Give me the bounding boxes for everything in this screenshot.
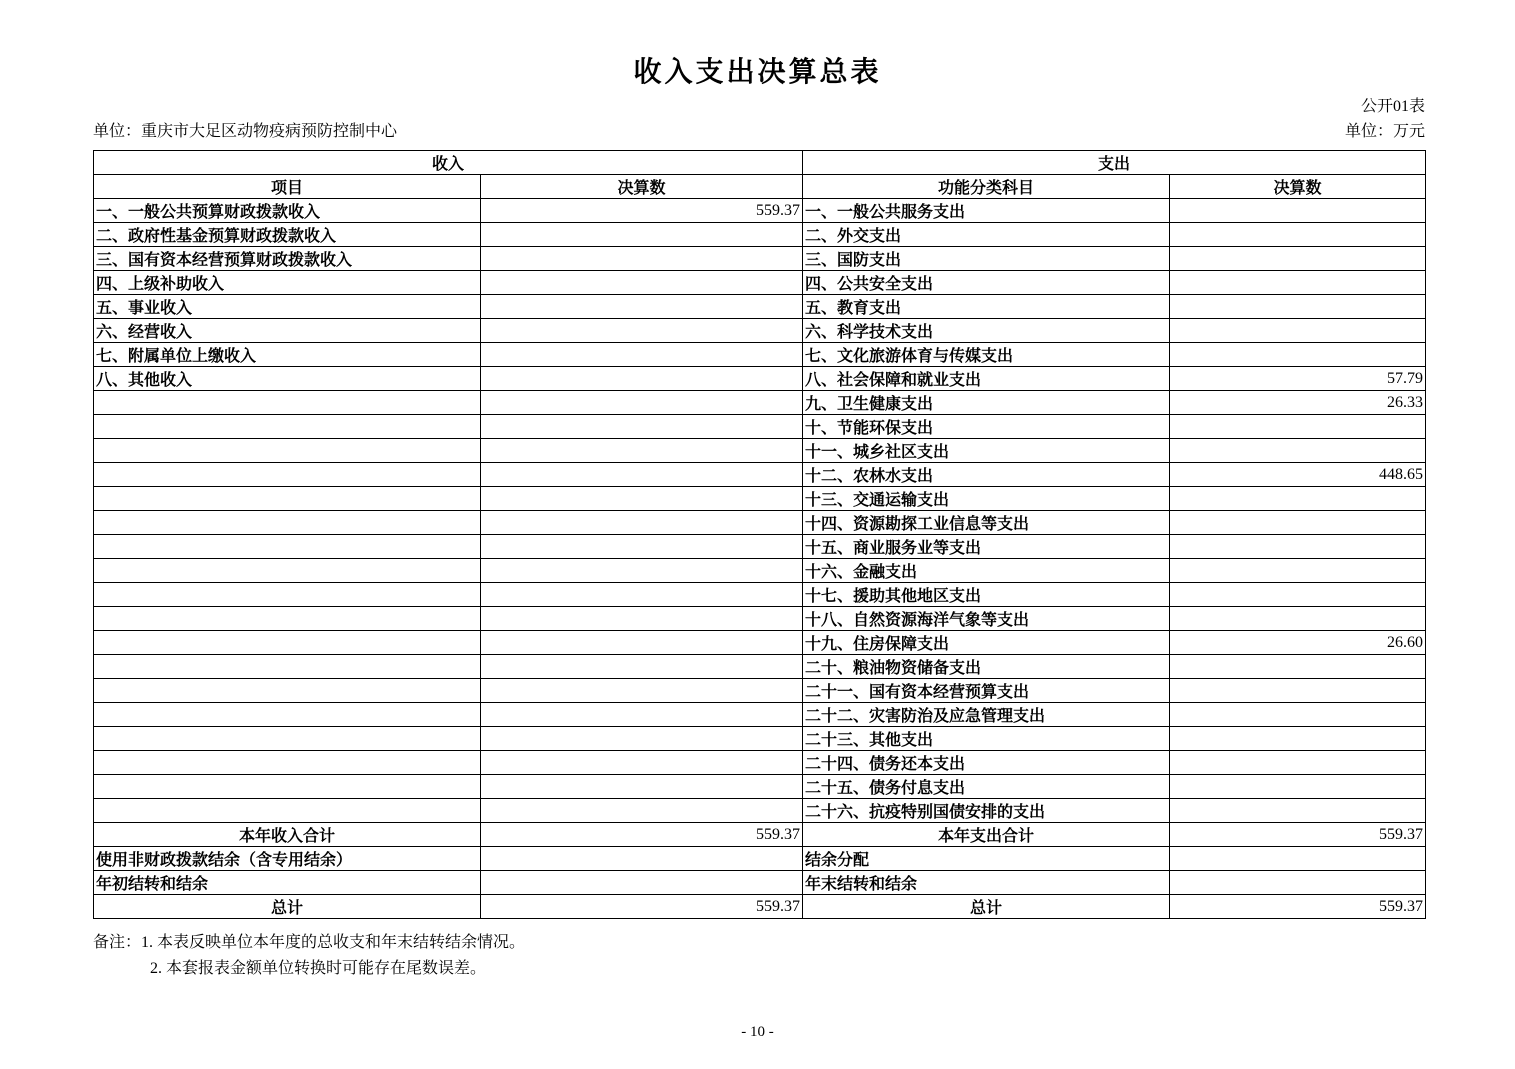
income-amount-cell — [481, 535, 803, 559]
expense-amount-cell — [1170, 607, 1426, 631]
table-row — [94, 631, 1426, 655]
table-row — [94, 775, 1426, 799]
expense-amount-cell: 26.60 — [1170, 631, 1426, 655]
accounts-table — [93, 150, 1426, 919]
page-number: - 10 - — [741, 1024, 774, 1040]
column-header-row — [94, 175, 1426, 199]
income-amount-cell — [481, 799, 803, 823]
expense-amount-cell — [1170, 727, 1426, 751]
income-item-cell — [94, 535, 481, 559]
note-line-2: 2. 本套报表金额单位转换时可能存在尾数误差。 — [150, 960, 487, 977]
expense-item-cell: 二十、粮油物资储备支出 — [803, 655, 1170, 679]
expense-amount-cell — [1170, 559, 1426, 583]
expense-amount-cell — [1170, 199, 1426, 223]
income-item-cell: 三、国有资本经营预算财政拨款收入 — [94, 247, 481, 271]
income-item-cell — [94, 439, 481, 463]
income-amount-cell: 559.37 — [481, 823, 803, 847]
table-row — [94, 727, 1426, 751]
income-item-cell — [94, 511, 481, 535]
income-amount-cell — [481, 775, 803, 799]
income-item-cell — [94, 727, 481, 751]
expense-item-cell: 一、一般公共服务支出 — [803, 199, 1170, 223]
expense-amount-cell: 26.33 — [1170, 391, 1426, 415]
table-row — [94, 751, 1426, 775]
expense-item-cell: 十四、资源勘探工业信息等支出 — [803, 511, 1170, 535]
income-item-cell: 使用非财政拨款结余（含专用结余） — [94, 847, 481, 871]
income-amount-cell — [481, 487, 803, 511]
income-item-cell: 本年收入合计 — [94, 823, 481, 847]
income-item-cell: 二、政府性基金预算财政拨款收入 — [94, 223, 481, 247]
income-item-cell: 七、附属单位上缴收入 — [94, 343, 481, 367]
income-item-cell — [94, 679, 481, 703]
table-row — [94, 415, 1426, 439]
expense-amount-cell — [1170, 535, 1426, 559]
income-amount-cell — [481, 319, 803, 343]
expense-item-cell: 五、教育支出 — [803, 295, 1170, 319]
expense-amount-cell — [1170, 319, 1426, 343]
income-item-cell: 四、上级补助收入 — [94, 271, 481, 295]
expense-item-cell: 结余分配 — [803, 847, 1170, 871]
expense-amount-cell — [1170, 487, 1426, 511]
income-amount-cell — [481, 295, 803, 319]
table-row — [94, 295, 1426, 319]
expense-item-cell: 十、节能环保支出 — [803, 415, 1170, 439]
income-amount-cell — [481, 271, 803, 295]
income-amount-cell — [481, 871, 803, 895]
expense-item-cell: 本年支出合计 — [803, 823, 1170, 847]
table-row — [94, 511, 1426, 535]
summary-row — [94, 871, 1426, 895]
income-item-cell — [94, 583, 481, 607]
income-amount-cell — [481, 511, 803, 535]
expense-amount-cell: 57.79 — [1170, 367, 1426, 391]
expense-item-cell: 十二、农林水支出 — [803, 463, 1170, 487]
expense-amount-cell: 559.37 — [1170, 823, 1426, 847]
income-amount-cell — [481, 631, 803, 655]
expense-item-cell: 七、文化旅游体育与传媒支出 — [803, 343, 1170, 367]
expense-item-cell: 二十六、抗疫特别国债安排的支出 — [803, 799, 1170, 823]
table-row — [94, 535, 1426, 559]
expense-item-cell: 二十一、国有资本经营预算支出 — [803, 679, 1170, 703]
expense-amount-cell — [1170, 679, 1426, 703]
income-group-header: 收入 — [94, 151, 803, 175]
expense-amount-cell — [1170, 583, 1426, 607]
summary-row — [94, 895, 1426, 919]
table-row — [94, 439, 1426, 463]
income-amount-cell — [481, 439, 803, 463]
table-row — [94, 655, 1426, 679]
page-title: 收入支出决算总表 — [633, 56, 882, 87]
expense-item-cell: 年末结转和结余 — [803, 871, 1170, 895]
expense-item-cell: 八、社会保障和就业支出 — [803, 367, 1170, 391]
expense-amount-cell — [1170, 511, 1426, 535]
income-amount-cell — [481, 583, 803, 607]
income-amount-cell — [481, 607, 803, 631]
table-row — [94, 583, 1426, 607]
income-item-cell — [94, 631, 481, 655]
income-amount-cell — [481, 655, 803, 679]
expense-amount-cell — [1170, 871, 1426, 895]
expense-amount-cell — [1170, 775, 1426, 799]
income-item-cell: 总计 — [94, 895, 481, 919]
income-item-cell — [94, 487, 481, 511]
summary-row — [94, 823, 1426, 847]
income-item-cell — [94, 703, 481, 727]
income-item-cell — [94, 775, 481, 799]
note-text-1: 1. 本表反映单位本年度的总收支和年末结转结余情况。 — [141, 934, 526, 951]
expense-item-cell: 十一、城乡社区支出 — [803, 439, 1170, 463]
table-row — [94, 463, 1426, 487]
table-body — [94, 199, 1426, 919]
table-row — [94, 223, 1426, 247]
income-amount-cell: 559.37 — [481, 199, 803, 223]
expense-amount-cell — [1170, 751, 1426, 775]
expense-amount-cell — [1170, 655, 1426, 679]
income-item-cell: 一、一般公共预算财政拨款收入 — [94, 199, 481, 223]
income-amount-cell — [481, 751, 803, 775]
expense-amount-cell: 559.37 — [1170, 895, 1426, 919]
income-item-cell: 八、其他收入 — [94, 367, 481, 391]
expense-item-cell: 总计 — [803, 895, 1170, 919]
income-item-cell: 五、事业收入 — [94, 295, 481, 319]
table-row — [94, 559, 1426, 583]
income-item-cell — [94, 559, 481, 583]
income-item-cell: 年初结转和结余 — [94, 871, 481, 895]
expense-amount-cell: 448.65 — [1170, 463, 1426, 487]
expense-item-header: 功能分类科目 — [803, 175, 1170, 199]
expense-amount-cell — [1170, 343, 1426, 367]
expense-item-cell: 二十五、债务付息支出 — [803, 775, 1170, 799]
expense-amount-header: 决算数 — [1170, 175, 1426, 199]
expense-item-cell: 二十二、灾害防治及应急管理支出 — [803, 703, 1170, 727]
table-row — [94, 319, 1426, 343]
meta-row — [93, 118, 1425, 141]
unit-name-label: 单位：重庆市大足区动物疫病预防控制中心 — [93, 123, 398, 140]
table-row — [94, 799, 1426, 823]
expense-amount-cell — [1170, 415, 1426, 439]
income-amount-header: 决算数 — [481, 175, 803, 199]
table-row — [94, 679, 1426, 703]
expense-item-cell: 二、外交支出 — [803, 223, 1170, 247]
expense-item-cell: 二十三、其他支出 — [803, 727, 1170, 751]
note-line-1 — [93, 930, 525, 956]
expense-item-cell: 六、科学技术支出 — [803, 319, 1170, 343]
expense-amount-cell — [1170, 223, 1426, 247]
income-item-header: 项目 — [94, 175, 481, 199]
income-item-cell — [94, 799, 481, 823]
table-row — [94, 391, 1426, 415]
expense-item-cell: 九、卫生健康支出 — [803, 391, 1170, 415]
expense-amount-cell — [1170, 799, 1426, 823]
expense-amount-cell — [1170, 271, 1426, 295]
expense-amount-cell — [1170, 247, 1426, 271]
expense-item-cell: 十七、援助其他地区支出 — [803, 583, 1170, 607]
expense-item-cell: 十五、商业服务业等支出 — [803, 535, 1170, 559]
expense-amount-cell — [1170, 295, 1426, 319]
table-row — [94, 199, 1426, 223]
expense-amount-cell — [1170, 847, 1426, 871]
notes-label: 备注： — [93, 934, 142, 951]
expense-item-cell: 四、公共安全支出 — [803, 271, 1170, 295]
income-amount-cell — [481, 223, 803, 247]
expense-item-cell: 十八、自然资源海洋气象等支出 — [803, 607, 1170, 631]
table-row — [94, 487, 1426, 511]
group-header-row — [94, 151, 1426, 175]
table-row — [94, 247, 1426, 271]
income-amount-cell — [481, 391, 803, 415]
expense-item-cell: 十六、金融支出 — [803, 559, 1170, 583]
income-item-cell — [94, 751, 481, 775]
income-amount-cell — [481, 703, 803, 727]
expense-group-header: 支出 — [803, 151, 1426, 175]
income-item-cell: 六、经营收入 — [94, 319, 481, 343]
expense-item-cell: 三、国防支出 — [803, 247, 1170, 271]
expense-item-cell: 十九、住房保障支出 — [803, 631, 1170, 655]
income-amount-cell — [481, 367, 803, 391]
table-row — [94, 703, 1426, 727]
table-row — [94, 607, 1426, 631]
income-item-cell — [94, 415, 481, 439]
income-amount-cell — [481, 463, 803, 487]
income-amount-cell: 559.37 — [481, 895, 803, 919]
summary-row — [94, 847, 1426, 871]
income-item-cell — [94, 655, 481, 679]
expense-item-cell: 二十四、债务还本支出 — [803, 751, 1170, 775]
doc-number-label: 公开01表 — [1360, 98, 1425, 115]
table-row — [94, 271, 1426, 295]
notes — [93, 930, 525, 982]
income-amount-cell — [481, 247, 803, 271]
table-row — [94, 367, 1426, 391]
income-amount-cell — [481, 679, 803, 703]
expense-amount-cell — [1170, 439, 1426, 463]
income-amount-cell — [481, 415, 803, 439]
income-amount-cell — [481, 847, 803, 871]
income-item-cell — [94, 463, 481, 487]
income-amount-cell — [481, 343, 803, 367]
income-amount-cell — [481, 727, 803, 751]
expense-amount-cell — [1170, 703, 1426, 727]
currency-unit-label: 单位：万元 — [1344, 123, 1425, 140]
income-item-cell — [94, 391, 481, 415]
expense-item-cell: 十三、交通运输支出 — [803, 487, 1170, 511]
table-row — [94, 343, 1426, 367]
income-amount-cell — [481, 559, 803, 583]
income-item-cell — [94, 607, 481, 631]
